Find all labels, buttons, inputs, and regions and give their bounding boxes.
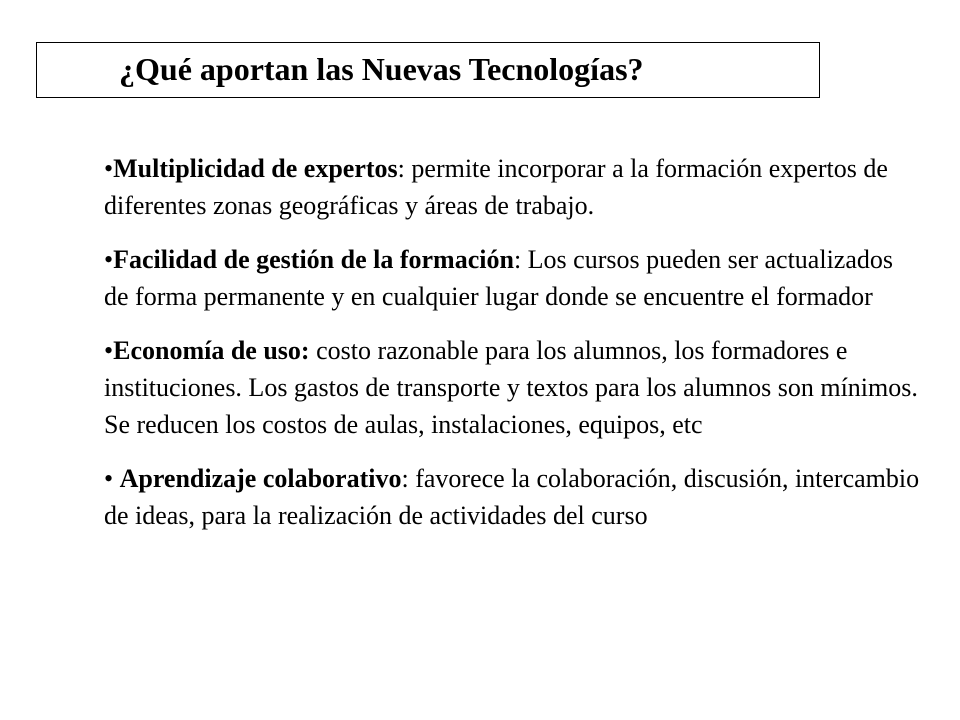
bullet-icon: • xyxy=(104,464,114,493)
bullet-icon: • xyxy=(104,245,114,274)
bullet-term: Aprendizaje colaborativo xyxy=(119,464,402,493)
bullet-text: permite incorporar a la formación expertos de diferentes zonas geográficas y áreas de trabajo. xyxy=(104,154,888,220)
bullet-text: favorece la colaboración, discusión, intercambio de ideas, para la realización de actividades del curso xyxy=(104,464,920,530)
bullet-term: Multiplicidad de expertos xyxy=(113,154,398,183)
bullet-separator: : xyxy=(513,245,522,274)
bullet-icon: • xyxy=(104,336,114,365)
bullet-term: Economía de uso: xyxy=(113,336,310,365)
bullet-item-aprendizaje xyxy=(104,460,924,534)
slide-title: ¿Qué aportan las Nuevas Tecnologías? xyxy=(119,51,644,87)
bullet-text: costo razonable para los alumnos, los formadores e instituciones. Los gastos de transporte y textos para los alumnos son mínimos. Se reducen los costos de aulas, instalaciones, equipos, etc xyxy=(104,336,918,439)
bullet-item-multiplicidad xyxy=(104,150,924,224)
bullet-separator: : xyxy=(401,464,409,493)
bullet-term: Facilidad de gestión de la formación xyxy=(113,245,514,274)
bullet-item-facilidad xyxy=(104,241,924,315)
bullet-item-economia xyxy=(104,332,924,443)
bullet-text: Los cursos pueden ser actualizados de forma permanente y en cualquier lugar donde se encuentre el formador xyxy=(104,245,893,311)
bullet-icon: • xyxy=(104,154,114,183)
bullet-list xyxy=(104,150,924,551)
bullet-separator: : xyxy=(397,154,405,183)
title-box xyxy=(36,42,820,98)
